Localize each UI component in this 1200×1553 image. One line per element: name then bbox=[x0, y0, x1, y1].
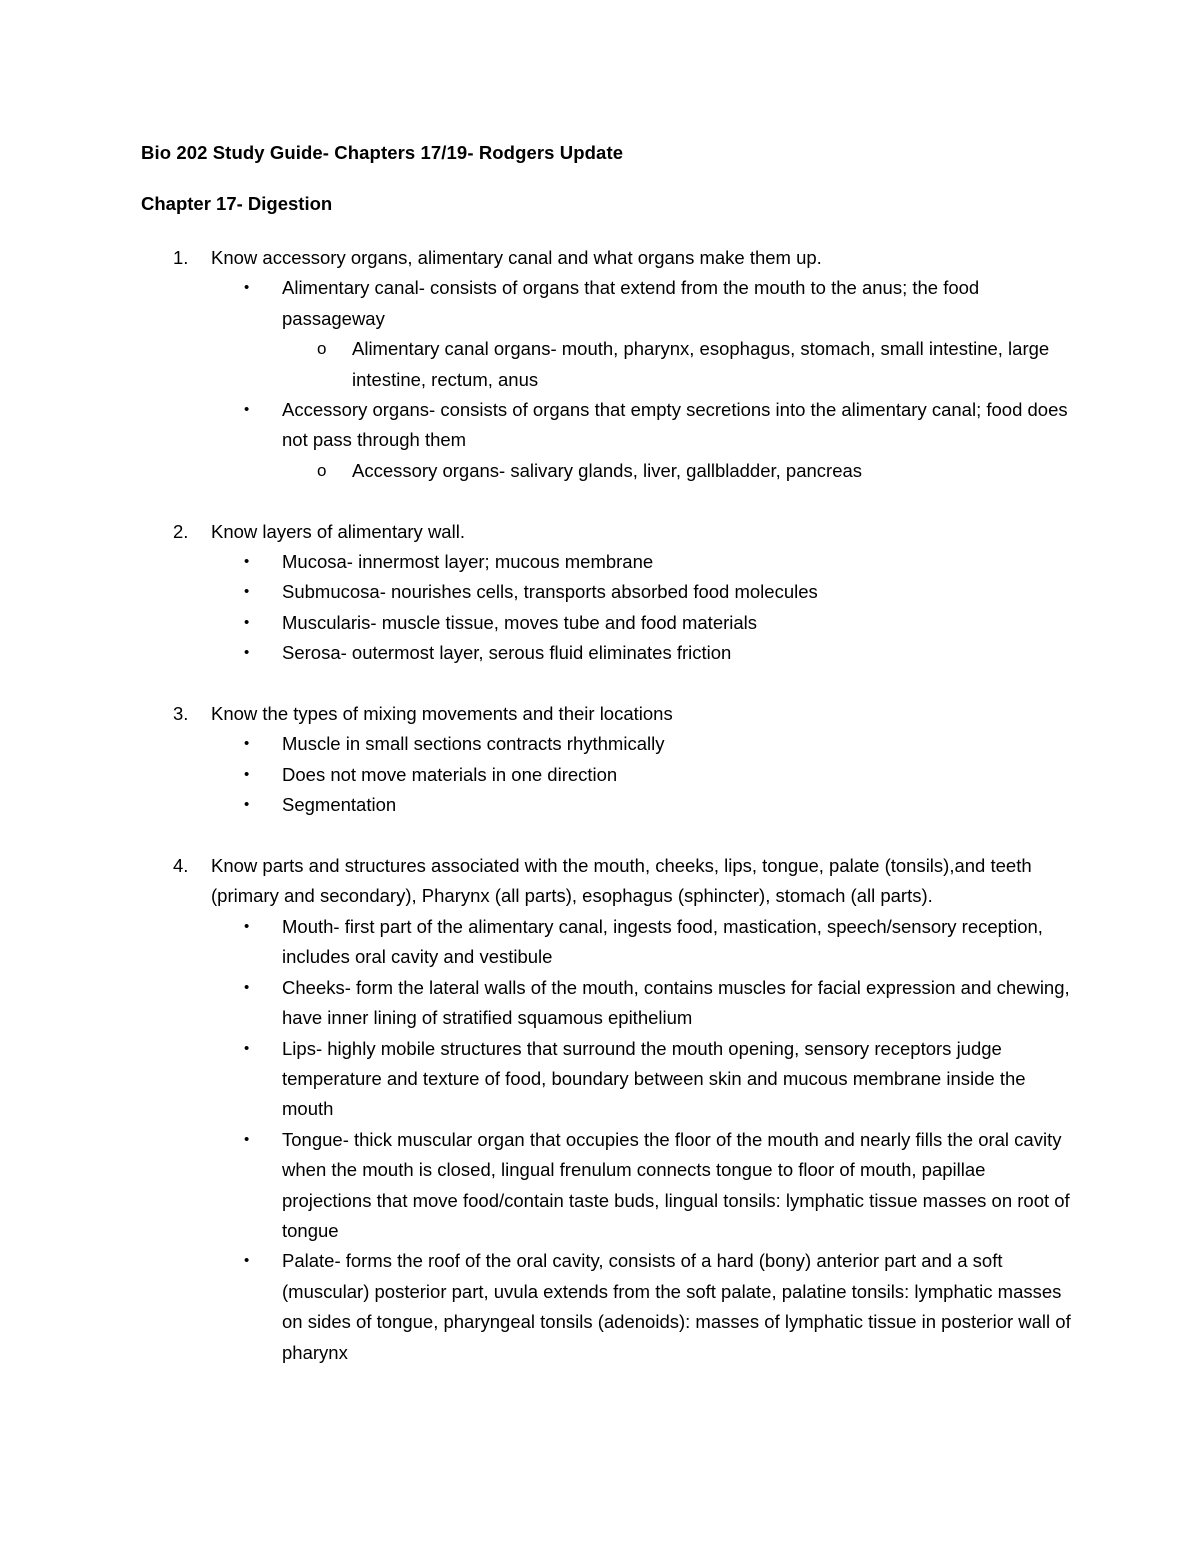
hollow-circle-icon: o bbox=[317, 339, 327, 359]
bullet-text: Accessory organs- consists of organs that empty secretions into the alimentary canal; food does not pass through them bbox=[282, 399, 1068, 451]
bullet-text: Does not move materials in one direction bbox=[282, 763, 618, 785]
question-number: 3. bbox=[173, 703, 189, 725]
bullet-item bbox=[141, 729, 1071, 759]
sub-bullet-text: Accessory organs- salivary glands, liver, gallbladder, pancreas bbox=[352, 459, 863, 481]
bullet-dot-icon: • bbox=[244, 583, 250, 601]
bullet-text: Tongue- thick muscular organ that occupies the floor of the mouth and nearly fills the oral cavity when the mouth is closed, lingual frenulum connects tongue to floor of mouth, papillae projections that move food/contain taste buds, lingual tonsils: lymphatic tissue masses on root of tongue bbox=[282, 1128, 1070, 1241]
hollow-circle-icon: o bbox=[317, 460, 327, 480]
bullet-list bbox=[141, 729, 1071, 820]
bullet-text: Palate- forms the roof of the oral cavity, consists of a hard (bony) anterior part and a soft (muscular) posterior part, uvula extends from the soft palate, palatine tonsils: lymphatic masses on sides of tongue, pharyngeal tonsils (adenoids): masses of lymphatic tissue in posterior wall of pharynx bbox=[282, 1250, 1071, 1363]
question-text: Know parts and structures associated with the mouth, cheeks, lips, tongue, palate (tonsils),and teeth (primary and secondary), Pharynx (all parts), esophagus (sphincter), stomach (all parts). bbox=[211, 855, 1032, 907]
bullet-item bbox=[141, 1034, 1071, 1125]
question-text: Know layers of alimentary wall. bbox=[211, 520, 465, 542]
bullet-dot-icon: • bbox=[244, 735, 250, 753]
study-guide-sections bbox=[141, 243, 1071, 1398]
bullet-list bbox=[141, 912, 1071, 1368]
sub-bullet-item bbox=[141, 334, 1071, 395]
bullet-item bbox=[141, 760, 1071, 790]
bullet-list bbox=[141, 273, 1071, 486]
question-text: Know accessory organs, alimentary canal and what organs make them up. bbox=[211, 247, 822, 268]
bullet-item bbox=[141, 973, 1071, 1034]
bullet-item bbox=[141, 1125, 1071, 1247]
bullet-text: Submucosa- nourishes cells, transports absorbed food molecules bbox=[282, 581, 818, 603]
bullet-item bbox=[141, 638, 1071, 668]
document-title: Bio 202 Study Guide- Chapters 17/19- Rodgers Update bbox=[141, 142, 624, 163]
sub-bullet-text: Alimentary canal organs- mouth, pharynx, esophagus, stomach, small intestine, large intestine, rectum, anus bbox=[352, 338, 1050, 390]
question-item bbox=[141, 517, 1071, 547]
study-question-section bbox=[141, 699, 1071, 821]
bullet-dot-icon: • bbox=[244, 1252, 250, 1270]
bullet-dot-icon: • bbox=[244, 1130, 250, 1148]
bullet-list bbox=[141, 547, 1071, 669]
bullet-item bbox=[141, 912, 1071, 973]
bullet-item bbox=[141, 608, 1071, 638]
question-item bbox=[141, 699, 1071, 729]
bullet-item bbox=[141, 577, 1071, 607]
question-text: Know the types of mixing movements and their locations bbox=[211, 703, 673, 725]
bullet-text: Lips- highly mobile structures that surround the mouth opening, sensory receptors judge temperature and texture of food, boundary between skin and mucous membrane inside the mouth bbox=[282, 1037, 1026, 1120]
study-question-section bbox=[141, 851, 1071, 1368]
bullet-dot-icon: • bbox=[244, 401, 250, 419]
bullet-dot-icon: • bbox=[244, 765, 250, 783]
question-number: 2. bbox=[173, 520, 189, 542]
study-question-section bbox=[141, 243, 1071, 486]
question-number: 1. bbox=[173, 247, 189, 268]
bullet-text: Muscularis- muscle tissue, moves tube and food materials bbox=[282, 611, 758, 633]
bullet-text: Serosa- outermost layer, serous fluid eliminates friction bbox=[282, 642, 732, 664]
chapter-heading: Chapter 17- Digestion bbox=[141, 193, 333, 214]
bullet-text: Mucosa- innermost layer; mucous membrane bbox=[282, 551, 654, 573]
bullet-text: Mouth- first part of the alimentary canal, ingests food, mastication, speech/sensory reception, includes oral cavity and vestibule bbox=[282, 915, 1043, 968]
question-number: 4. bbox=[173, 855, 189, 877]
bullet-item bbox=[141, 790, 1071, 820]
study-question-section bbox=[141, 517, 1071, 669]
bullet-item bbox=[141, 547, 1071, 577]
bullet-dot-icon: • bbox=[244, 978, 250, 996]
bullet-text: Alimentary canal- consists of organs that extend from the mouth to the anus; the food passageway bbox=[282, 277, 980, 329]
bullet-dot-icon: • bbox=[244, 1039, 250, 1057]
question-item bbox=[141, 243, 1071, 273]
bullet-item bbox=[141, 1246, 1071, 1368]
bullet-text: Segmentation bbox=[282, 794, 397, 816]
bullet-item bbox=[141, 395, 1071, 456]
bullet-item bbox=[141, 273, 1071, 334]
question-item bbox=[141, 851, 1071, 912]
bullet-text: Cheeks- form the lateral walls of the mouth, contains muscles for facial expression and chewing, have inner lining of stratified squamous epithelium bbox=[282, 976, 1070, 1029]
bullet-dot-icon: • bbox=[244, 644, 250, 662]
bullet-dot-icon: • bbox=[244, 917, 250, 935]
bullet-dot-icon: • bbox=[244, 553, 250, 571]
bullet-dot-icon: • bbox=[244, 279, 250, 297]
sub-bullet-item bbox=[141, 456, 1071, 486]
bullet-text: Muscle in small sections contracts rhythmically bbox=[282, 733, 665, 755]
bullet-dot-icon: • bbox=[244, 796, 250, 814]
bullet-dot-icon: • bbox=[244, 613, 250, 631]
